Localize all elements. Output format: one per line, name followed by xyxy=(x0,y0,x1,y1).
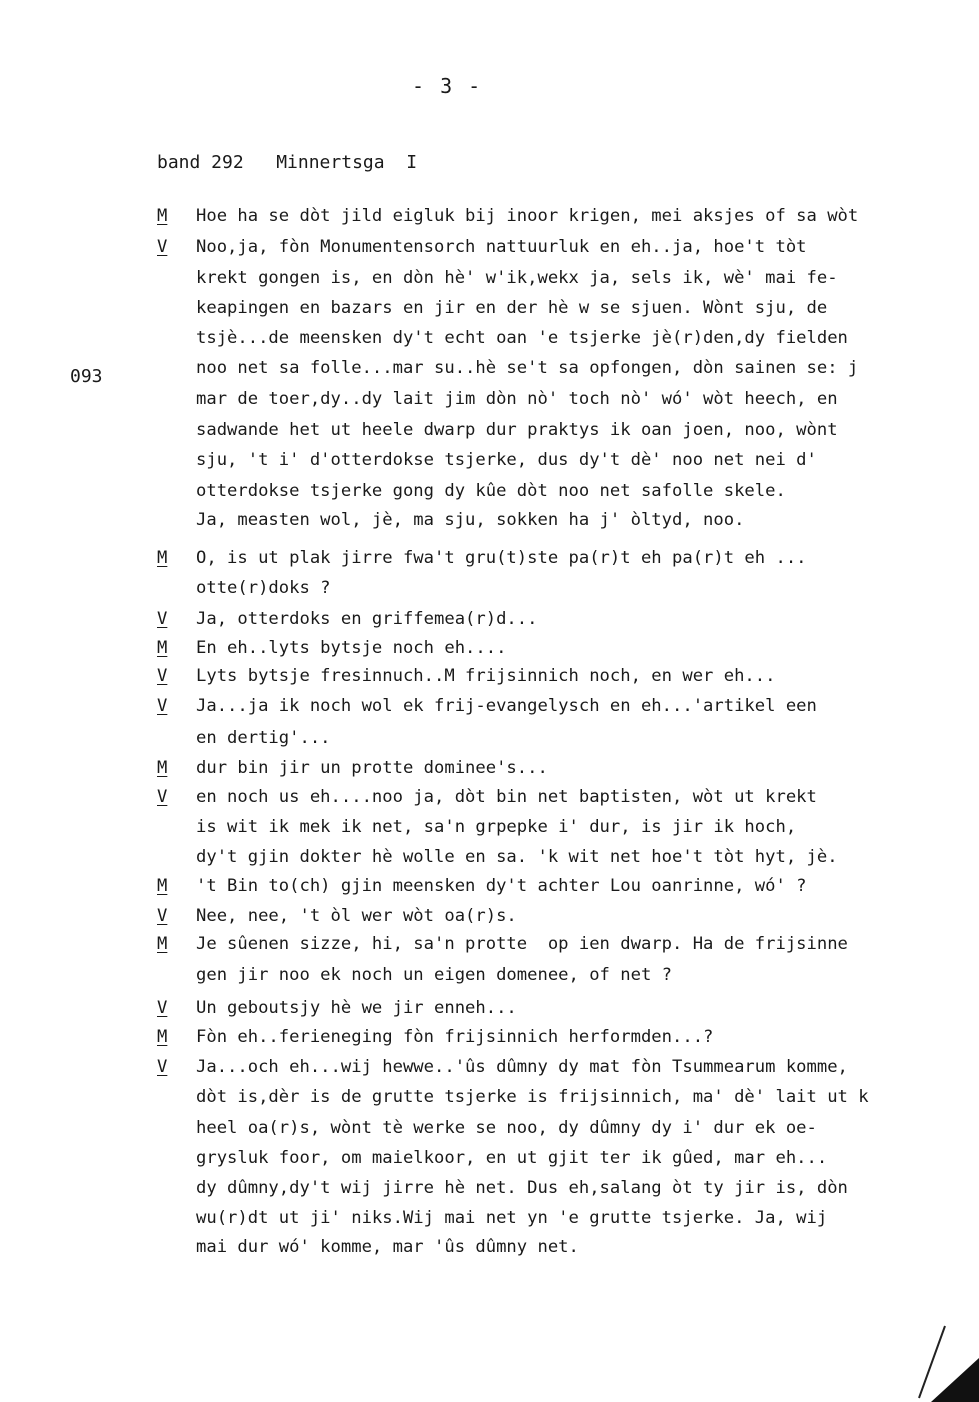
line-text: sju, 't i' d'otterdokse tsjerke, dus dy't dè' noo net nei d' xyxy=(196,450,817,470)
line-text: dy dûmny,dy't wij jirre hè net. Dus eh,salang òt ty jir is, dòn xyxy=(196,1178,848,1198)
line-text: gen jir noo ek noch un eigen domenee, of net ? xyxy=(196,965,672,985)
line-text: mar de toer,dy..dy lait jim dòn nò' toch nò' wó' wòt heech, en xyxy=(196,389,838,409)
line-text: O, is ut plak jirre fwa't gru(t)ste pa(r)t eh pa(r)t eh ... xyxy=(196,548,807,568)
speaker-label: M xyxy=(157,934,168,954)
line-text: Noo,ja, fòn Monumentensorch nattuurluk en eh..ja, hoe't tòt xyxy=(196,237,807,257)
line-text: mai dur wó' komme, mar 'ûs dûmny net. xyxy=(196,1237,579,1257)
line-text: Hoe ha se dòt jild eigluk bij inoor krigen, mei aksjes of sa wòt xyxy=(196,206,859,226)
line-text: Nee, nee, 't òl wer wòt oa(r)s. xyxy=(196,906,517,926)
line-text: tsjè...de meensken dy't echt oan 'e tsjerke jè(r)den,dy fielden xyxy=(196,328,848,348)
line-text: wu(r)dt ut ji' niks.Wij mai net yn 'e grutte tsjerke. Ja, wij xyxy=(196,1208,828,1228)
line-text: sadwande het ut heele dwarp dur praktys ik oan joen, noo, wònt xyxy=(196,420,838,440)
line-text: en noch us eh....noo ja, dòt bin net baptisten, wòt ut krekt xyxy=(196,787,817,807)
line-text: En eh..lyts bytsje noch eh.... xyxy=(196,638,507,658)
speaker-label: V xyxy=(157,696,168,716)
line-text: Fòn eh..ferieneging fòn frijsinnich herformden...? xyxy=(196,1027,714,1047)
speaker-label: V xyxy=(157,237,168,257)
line-text: is wit ik mek ik net, sa'n grpepke i' dur, is jir ik hoch, xyxy=(196,817,797,837)
margin-note: 093 xyxy=(70,366,103,387)
speaker-label: V xyxy=(157,666,168,686)
line-text: Ja, otterdoks en griffemea(r)d... xyxy=(196,609,538,629)
speaker-label: M xyxy=(157,206,168,226)
line-text: grysluk foor, om maielkoor, en ut gjit ter ik gûed, mar eh... xyxy=(196,1148,828,1168)
speaker-label: V xyxy=(157,906,168,926)
line-text: otte(r)doks ? xyxy=(196,578,331,598)
speaker-label: V xyxy=(157,998,168,1018)
line-text: 't Bin to(ch) gjin meensken dy't achter Lou oanrinne, wó' ? xyxy=(196,876,807,896)
line-text: Lyts bytsje fresinnuch..M frijsinnich noch, en wer eh... xyxy=(196,666,776,686)
line-text: en dertig'... xyxy=(196,728,331,748)
line-text: Je sûenen sizze, hi, sa'n protte op ien dwarp. Ha de frijsinne xyxy=(196,934,848,954)
line-text: dòt is,dèr is de grutte tsjerke is frijsinnich, ma' dè' lait ut k xyxy=(196,1087,869,1107)
corner-mark xyxy=(905,1318,979,1402)
line-text: dur bin jir un protte dominee's... xyxy=(196,758,548,778)
speaker-label: M xyxy=(157,876,168,896)
line-text: Ja, measten wol, jè, ma sju, sokken ha j' òltyd, noo. xyxy=(196,510,745,530)
speaker-label: M xyxy=(157,638,168,658)
line-text: keapingen en bazars en jir en der hè w se sjuen. Wònt sju, de xyxy=(196,298,828,318)
line-text: Un geboutsjy hè we jir enneh... xyxy=(196,998,517,1018)
page-number: - 3 - xyxy=(412,74,483,98)
line-text: Ja...ja ik noch wol ek frij-evangelysch en eh...'artikel een xyxy=(196,696,817,716)
speaker-label: M xyxy=(157,548,168,568)
line-text: heel oa(r)s, wònt tè werke se noo, dy dûmny dy i' dur ek oe- xyxy=(196,1118,817,1138)
speaker-label: V xyxy=(157,787,168,807)
speaker-label: M xyxy=(157,1027,168,1047)
speaker-label: V xyxy=(157,609,168,629)
line-text: Ja...och eh...wij hewwe..'ûs dûmny dy mat fòn Tsummearum komme, xyxy=(196,1057,848,1077)
line-text: dy't gjin dokter hè wolle en sa. 'k wit net hoe't tòt hyt, jè. xyxy=(196,847,838,867)
line-text: otterdokse tsjerke gong dy kûe dòt noo net safolle skele. xyxy=(196,481,786,501)
line-text: krekt gongen is, en dòn hè' w'ik,wekx ja, sels ik, wè' mai fe- xyxy=(196,268,838,288)
page-header: band 292 Minnertsga I xyxy=(157,152,418,173)
speaker-label: M xyxy=(157,758,168,778)
line-text: noo net sa folle...mar su..hè se't sa opfongen, dòn sainen se: j xyxy=(196,358,859,378)
speaker-label: V xyxy=(157,1057,168,1077)
